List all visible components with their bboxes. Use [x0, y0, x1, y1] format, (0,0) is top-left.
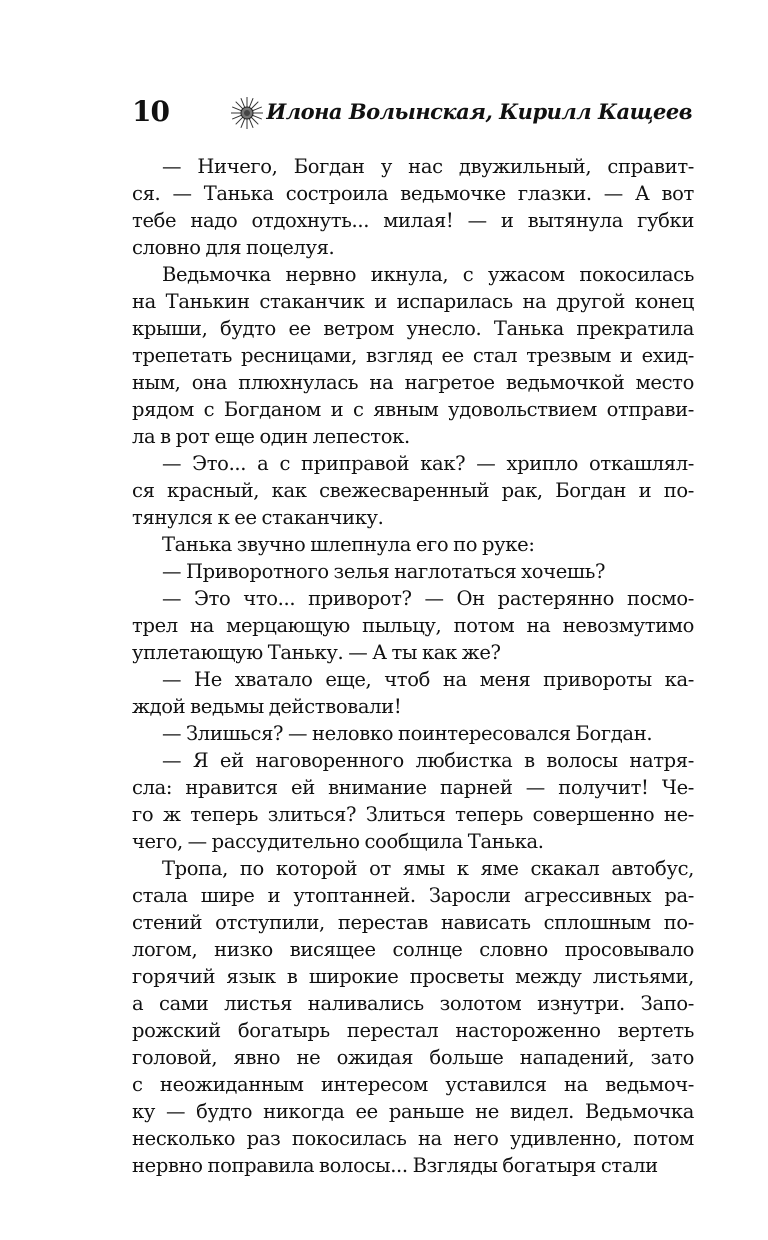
- text-line: чего, — рассудительно сообщила Танька.: [132, 830, 544, 853]
- text-line: го ж теперь злиться? Злиться теперь совершенно не-: [132, 803, 694, 826]
- text-line: стений отступили, перестав нависать сплошным по-: [132, 911, 694, 934]
- text-line: — Злишься? — неловко поинтересовался Богдан.: [162, 722, 653, 745]
- text-line: Тропа, по которой от ямы к яме скакал автобус,: [162, 857, 694, 880]
- text-line: рядом с Богданом и с явным удовольствием отправи-: [132, 398, 694, 421]
- text-line: Ведьмочка нервно икнула, с ужасом покосилась: [162, 263, 694, 286]
- page-number: 10: [132, 95, 169, 128]
- text-line: логом, низко висящее солнце словно просовывало: [132, 938, 694, 961]
- paragraph: [132, 261, 694, 450]
- text-line: стала шире и утоптанней. Заросли агрессивных ра-: [132, 884, 694, 907]
- sun-ornament-icon: [230, 96, 264, 130]
- text-line: — Это что... приворот? — Он растерянно посмо-: [162, 587, 694, 610]
- text-line: рожский богатырь перестал настороженно вертеть: [132, 1019, 694, 1042]
- text-line: несколько раз покосилась на него удивленно, потом: [132, 1127, 694, 1150]
- paragraph: [132, 855, 694, 1179]
- text-line: ку — будто никогда ее раньше не видел. Ведьмочка: [132, 1100, 694, 1123]
- paragraph: [132, 666, 694, 720]
- text-line: нервно поправила волосы... Взгляды богатыря стали: [132, 1154, 658, 1177]
- text-line: — Не хватало еще, чтоб на меня привороты ка-: [162, 668, 694, 691]
- running-title: Илона Волынская, Кирилл Кащеев: [266, 99, 692, 124]
- text-line: тебе надо отдохнуть... милая! — и вытянула губки: [132, 209, 694, 232]
- text-line: — Я ей наговоренного любистка в волосы натря-: [162, 749, 694, 772]
- paragraph: [132, 585, 694, 666]
- text-line: ся. — Танька состроила ведьмочке глазки. — А вот: [132, 182, 694, 205]
- text-line: трел на мерцающую пыльцу, потом на невозмутимо: [132, 614, 694, 637]
- text-line: горячий язык в широкие просветы между листьями,: [132, 965, 694, 988]
- text-line: крыши, будто ее ветром унесло. Танька прекратила: [132, 317, 694, 340]
- paragraph: [132, 747, 694, 855]
- text-line: уплетающую Таньку. — А ты как же?: [132, 641, 501, 664]
- paragraph: [132, 450, 694, 531]
- text-line: на Танькин стаканчик и испарилась на другой конец: [132, 290, 694, 313]
- running-header: [132, 92, 692, 136]
- text-line: тянулся к ее стаканчику.: [132, 506, 384, 529]
- text-line: — Приворотного зелья наглотаться хочешь?: [162, 560, 606, 583]
- text-line: ся красный, как свежесваренный рак, Богдан и по-: [132, 479, 694, 502]
- text-line: трепетать ресницами, взгляд ее стал трезвым и ехид-: [132, 344, 694, 367]
- text-line: ла в рот еще один лепесток.: [132, 425, 410, 448]
- paragraph: [132, 558, 694, 585]
- text-line: с неожиданным интересом уставился на ведьмоч-: [132, 1073, 694, 1096]
- text-line: Танька звучно шлепнула его по руке:: [162, 533, 535, 556]
- text-line: ным, она плюхнулась на нагретое ведьмочкой место: [132, 371, 694, 394]
- text-line: словно для поцелуя.: [132, 236, 335, 259]
- text-line: сла: нравится ей внимание парней — получит! Че-: [132, 776, 694, 799]
- text-line: — Ничего, Богдан у нас двужильный, справит-: [162, 155, 694, 178]
- text-line: головой, явно не ожидая больше нападений, зато: [132, 1046, 694, 1069]
- body-text: [132, 153, 694, 1179]
- text-line: ждой ведьмы действовали!: [132, 695, 402, 718]
- paragraph: [132, 720, 694, 747]
- paragraph: [132, 153, 694, 261]
- paragraph: [132, 531, 694, 558]
- text-line: а сами листья наливались золотом изнутри. Запо-: [132, 992, 694, 1015]
- text-line: — Это... а с приправой как? — хрипло откашлял-: [162, 452, 694, 475]
